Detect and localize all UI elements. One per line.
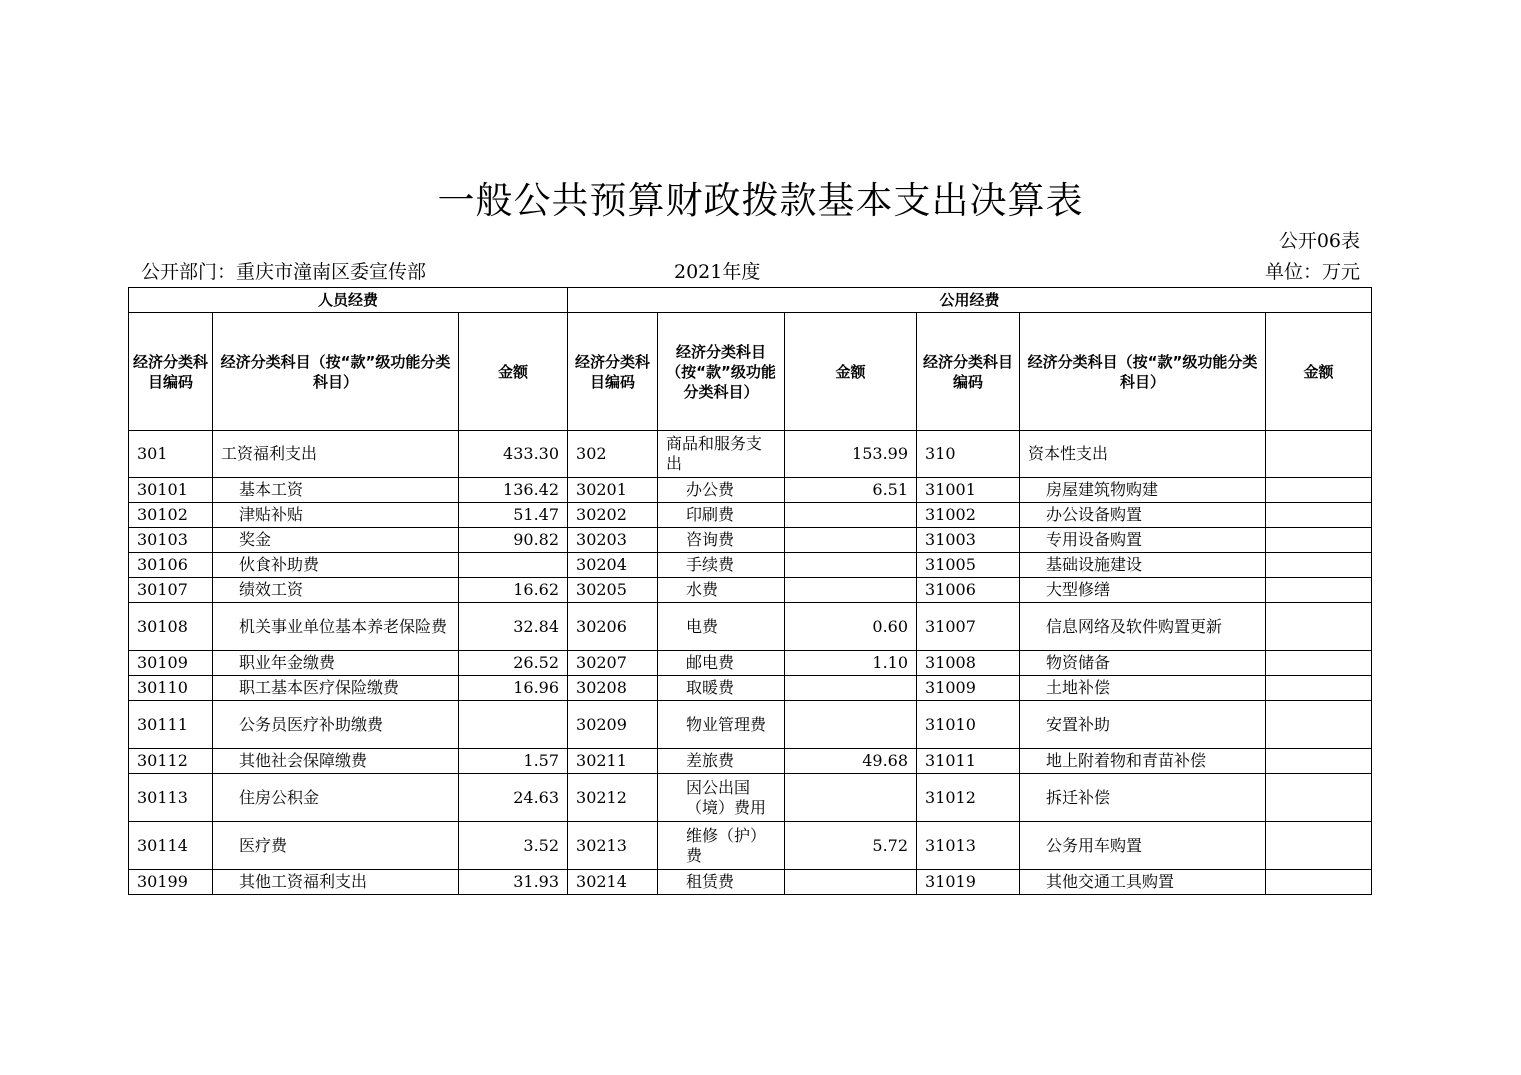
item-name-cell: 机关事业单位基本养老保险费	[213, 603, 459, 651]
economic-code-cell: 30107	[129, 578, 213, 603]
col-header-amount: 金额	[1266, 313, 1372, 431]
economic-code-cell: 30108	[129, 603, 213, 651]
amount-cell	[785, 774, 917, 822]
economic-code-cell: 31010	[917, 701, 1020, 749]
item-name-cell: 信息网络及软件购置更新	[1020, 603, 1266, 651]
item-name-cell: 绩效工资	[213, 578, 459, 603]
amount-cell	[1266, 478, 1372, 503]
amount-cell	[1266, 431, 1372, 478]
item-name-cell: 公务员医疗补助缴费	[213, 701, 459, 749]
table-row	[129, 701, 1372, 749]
col-header-amount: 金额	[459, 313, 568, 431]
economic-code-cell: 30206	[568, 603, 658, 651]
economic-code-cell: 310	[917, 431, 1020, 478]
economic-code-cell: 30207	[568, 651, 658, 676]
item-name-cell: 基本工资	[213, 478, 459, 503]
col-header-code: 经济分类科目编码	[568, 313, 658, 431]
amount-cell	[1266, 676, 1372, 701]
item-name-cell: 公务用车购置	[1020, 822, 1266, 870]
item-name-cell: 伙食补助费	[213, 553, 459, 578]
item-name-cell: 职业年金缴费	[213, 651, 459, 676]
economic-code-cell: 30111	[129, 701, 213, 749]
amount-cell	[1266, 749, 1372, 774]
table-row	[129, 578, 1372, 603]
amount-cell: 0.60	[785, 603, 917, 651]
col-header-name: 经济分类科目（按“款”级功能分类科目）	[1020, 313, 1266, 431]
economic-code-cell: 30202	[568, 503, 658, 528]
table-row	[129, 431, 1372, 478]
col-header-code: 经济分类科目编码	[917, 313, 1020, 431]
item-name-cell: 职工基本医疗保险缴费	[213, 676, 459, 701]
col-header-name: 经济分类科目（按“款”级功能分类科目）	[658, 313, 785, 431]
economic-code-cell: 30112	[129, 749, 213, 774]
item-name-cell: 基础设施建设	[1020, 553, 1266, 578]
amount-cell: 136.42	[459, 478, 568, 503]
table-row	[129, 676, 1372, 701]
economic-code-cell: 30204	[568, 553, 658, 578]
item-name-cell: 大型修缮	[1020, 578, 1266, 603]
amount-cell	[1266, 578, 1372, 603]
economic-code-cell: 31002	[917, 503, 1020, 528]
economic-code-cell: 30212	[568, 774, 658, 822]
item-name-cell: 取暖费	[658, 676, 785, 701]
amount-cell	[1266, 870, 1372, 895]
item-name-cell: 邮电费	[658, 651, 785, 676]
item-name-cell: 咨询费	[658, 528, 785, 553]
amount-cell: 1.57	[459, 749, 568, 774]
amount-cell: 49.68	[785, 749, 917, 774]
amount-cell: 16.62	[459, 578, 568, 603]
amount-cell	[1266, 553, 1372, 578]
amount-cell: 90.82	[459, 528, 568, 553]
economic-code-cell: 31019	[917, 870, 1020, 895]
item-name-cell: 拆迁补偿	[1020, 774, 1266, 822]
economic-code-cell: 30109	[129, 651, 213, 676]
amount-cell	[1266, 651, 1372, 676]
table-row	[129, 749, 1372, 774]
economic-code-cell: 30102	[129, 503, 213, 528]
item-name-cell: 津贴补贴	[213, 503, 459, 528]
item-name-cell: 办公费	[658, 478, 785, 503]
item-name-cell: 资本性支出	[1020, 431, 1266, 478]
amount-cell: 26.52	[459, 651, 568, 676]
amount-cell: 6.51	[785, 478, 917, 503]
economic-code-cell: 31013	[917, 822, 1020, 870]
item-name-cell: 印刷费	[658, 503, 785, 528]
item-name-cell: 医疗费	[213, 822, 459, 870]
unit-label: 单位：万元	[1264, 261, 1360, 283]
item-name-cell: 地上附着物和青苗补偿	[1020, 749, 1266, 774]
amount-cell	[459, 701, 568, 749]
economic-code-cell: 30203	[568, 528, 658, 553]
amount-cell	[459, 553, 568, 578]
item-name-cell: 商品和服务支出	[658, 431, 785, 478]
amount-cell	[1266, 822, 1372, 870]
amount-cell	[1266, 528, 1372, 553]
item-name-cell: 维修（护）费	[658, 822, 785, 870]
amount-cell	[785, 676, 917, 701]
item-name-cell: 土地补偿	[1020, 676, 1266, 701]
item-name-cell: 电费	[658, 603, 785, 651]
table-row	[129, 774, 1372, 822]
item-name-cell: 其他工资福利支出	[213, 870, 459, 895]
col-header-name: 经济分类科目（按“款”级功能分类科目）	[213, 313, 459, 431]
item-name-cell: 安置补助	[1020, 701, 1266, 749]
amount-cell	[1266, 603, 1372, 651]
item-name-cell: 物业管理费	[658, 701, 785, 749]
amount-cell: 31.93	[459, 870, 568, 895]
amount-cell	[785, 701, 917, 749]
item-name-cell: 水费	[658, 578, 785, 603]
economic-code-cell: 31012	[917, 774, 1020, 822]
amount-cell: 16.96	[459, 676, 568, 701]
economic-code-cell: 31005	[917, 553, 1020, 578]
table-row	[129, 478, 1372, 503]
economic-code-cell: 302	[568, 431, 658, 478]
economic-code-cell: 31003	[917, 528, 1020, 553]
economic-code-cell: 30110	[129, 676, 213, 701]
item-name-cell: 住房公积金	[213, 774, 459, 822]
table-row	[129, 503, 1372, 528]
table-row	[129, 651, 1372, 676]
group-header-public: 公用经费	[568, 288, 1372, 313]
department-label: 公开部门：重庆市潼南区委宣传部	[141, 261, 427, 283]
item-name-cell: 其他社会保障缴费	[213, 749, 459, 774]
economic-code-cell: 30213	[568, 822, 658, 870]
form-number: 公开06表	[1278, 230, 1360, 252]
amount-cell: 3.52	[459, 822, 568, 870]
table-body	[129, 431, 1372, 895]
item-name-cell: 奖金	[213, 528, 459, 553]
item-name-cell: 物资储备	[1020, 651, 1266, 676]
table-row	[129, 528, 1372, 553]
amount-cell	[785, 870, 917, 895]
amount-cell: 5.72	[785, 822, 917, 870]
item-name-cell: 手续费	[658, 553, 785, 578]
table-row	[129, 553, 1372, 578]
expenditure-table	[128, 287, 1372, 895]
item-name-cell: 房屋建筑物购建	[1020, 478, 1266, 503]
economic-code-cell: 31001	[917, 478, 1020, 503]
economic-code-cell: 31008	[917, 651, 1020, 676]
economic-code-cell: 30106	[129, 553, 213, 578]
economic-code-cell: 30199	[129, 870, 213, 895]
economic-code-cell: 31011	[917, 749, 1020, 774]
item-name-cell: 差旅费	[658, 749, 785, 774]
item-name-cell: 其他交通工具购置	[1020, 870, 1266, 895]
amount-cell	[785, 578, 917, 603]
col-header-code: 经济分类科目编码	[129, 313, 213, 431]
economic-code-cell: 31009	[917, 676, 1020, 701]
economic-code-cell: 30103	[129, 528, 213, 553]
economic-code-cell: 30211	[568, 749, 658, 774]
table-row	[129, 870, 1372, 895]
economic-code-cell: 301	[129, 431, 213, 478]
amount-cell	[1266, 503, 1372, 528]
table-row	[129, 603, 1372, 651]
col-header-amount: 金额	[785, 313, 917, 431]
amount-cell	[785, 528, 917, 553]
amount-cell: 153.99	[785, 431, 917, 478]
item-name-cell: 办公设备购置	[1020, 503, 1266, 528]
economic-code-cell: 31006	[917, 578, 1020, 603]
amount-cell	[1266, 774, 1372, 822]
amount-cell: 51.47	[459, 503, 568, 528]
amount-cell: 32.84	[459, 603, 568, 651]
economic-code-cell: 30114	[129, 822, 213, 870]
item-name-cell: 租赁费	[658, 870, 785, 895]
item-name-cell: 专用设备购置	[1020, 528, 1266, 553]
item-name-cell: 工资福利支出	[213, 431, 459, 478]
amount-cell: 433.30	[459, 431, 568, 478]
amount-cell: 24.63	[459, 774, 568, 822]
amount-cell	[785, 503, 917, 528]
economic-code-cell: 30113	[129, 774, 213, 822]
economic-code-cell: 30208	[568, 676, 658, 701]
page-title: 一般公共预算财政拨款基本支出决算表	[437, 179, 1084, 222]
economic-code-cell: 31007	[917, 603, 1020, 651]
economic-code-cell: 30205	[568, 578, 658, 603]
economic-code-cell: 30214	[568, 870, 658, 895]
amount-cell	[785, 553, 917, 578]
economic-code-cell: 30209	[568, 701, 658, 749]
table-row	[129, 822, 1372, 870]
group-header-personnel: 人员经费	[129, 288, 568, 313]
fiscal-year: 2021年度	[674, 261, 761, 283]
amount-cell	[1266, 701, 1372, 749]
economic-code-cell: 30201	[568, 478, 658, 503]
amount-cell: 1.10	[785, 651, 917, 676]
economic-code-cell: 30101	[129, 478, 213, 503]
item-name-cell: 因公出国（境）费用	[658, 774, 785, 822]
